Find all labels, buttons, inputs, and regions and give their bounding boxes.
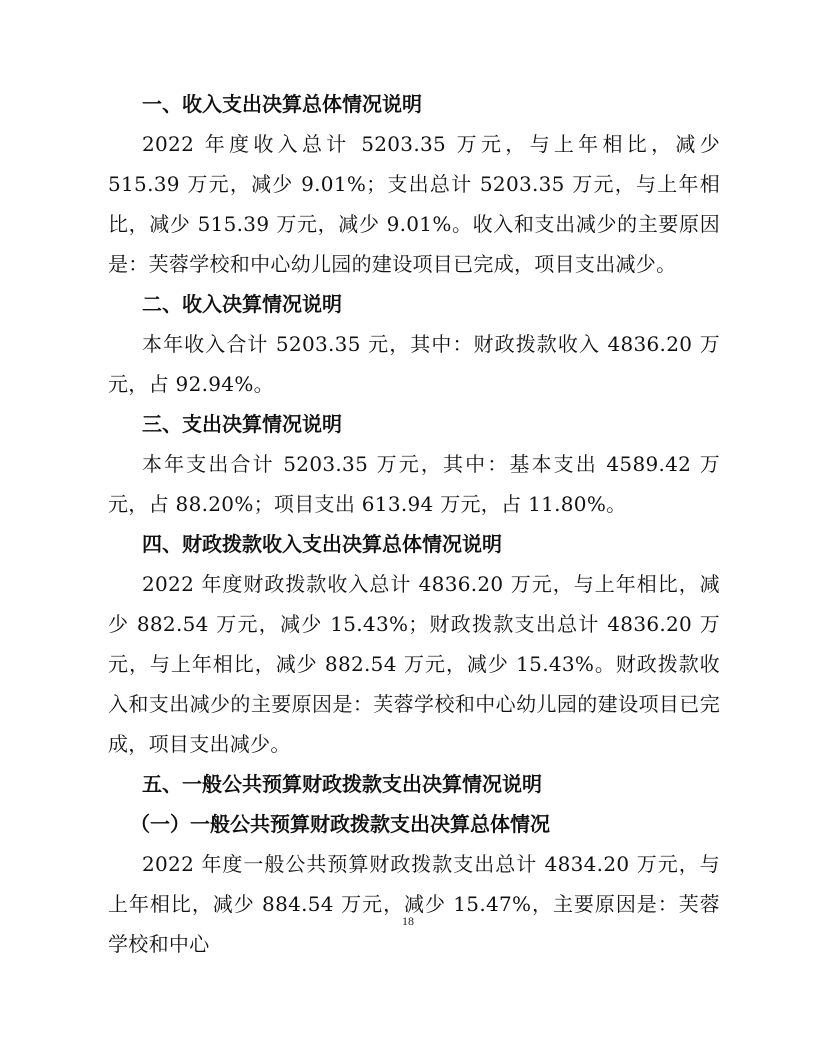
- section-heading-2: 二、收入决算情况说明: [142, 292, 342, 316]
- section-heading-1: 一、收入支出决算总体情况说明: [142, 92, 422, 116]
- section-heading-3: 三、支出决算情况说明: [142, 412, 342, 436]
- subsection-heading-5-1: （一）一般公共预算财政拨款支出决算总体情况: [130, 812, 550, 836]
- section-paragraph-4: 2022 年度财政拨款收入总计 4836.20 万元，与上年相比，减少 882.54 万元，减少 15.43%；财政拨款支出总计 4836.20 万元，与上年相比，减少 882.54 万元，减少 15.43%。财政拨款收入和支出减少的主要原因是：芙蓉学校和中心幼儿园的建设项目已完成，项目支出减少。: [108, 572, 720, 756]
- section-paragraph-2: 本年收入合计 5203.35 元，其中：财政拨款收入 4836.20 万元，占 92.94%。: [108, 332, 720, 396]
- section-paragraph-1: 2022 年度收入总计 5203.35 万元，与上年相比，减少 515.39 万元，减少 9.01%；支出总计 5203.35 万元，与上年相比，减少 515.39 万元，减少 9.01%。收入和支出减少的主要原因是：芙蓉学校和中心幼儿园的建设项目已完成，项目支出减少。: [108, 132, 720, 276]
- document-body: [108, 84, 720, 964]
- section-heading-5: 五、一般公共预算财政拨款支出决算情况说明: [142, 772, 542, 796]
- section-paragraph-3: 本年支出合计 5203.35 万元，其中：基本支出 4589.42 万元，占 88.20%；项目支出 613.94 万元，占 11.80%。: [108, 452, 720, 516]
- section-heading-4: 四、财政拨款收入支出决算总体情况说明: [142, 532, 502, 556]
- subsection-paragraph-5-1: 2022 年度一般公共预算财政拨款支出总计 4834.20 万元，与上年相比，减少 884.54 万元，减少 15.47%，主要原因是：芙蓉学校和中心: [108, 852, 720, 956]
- page-number: 18: [402, 914, 414, 928]
